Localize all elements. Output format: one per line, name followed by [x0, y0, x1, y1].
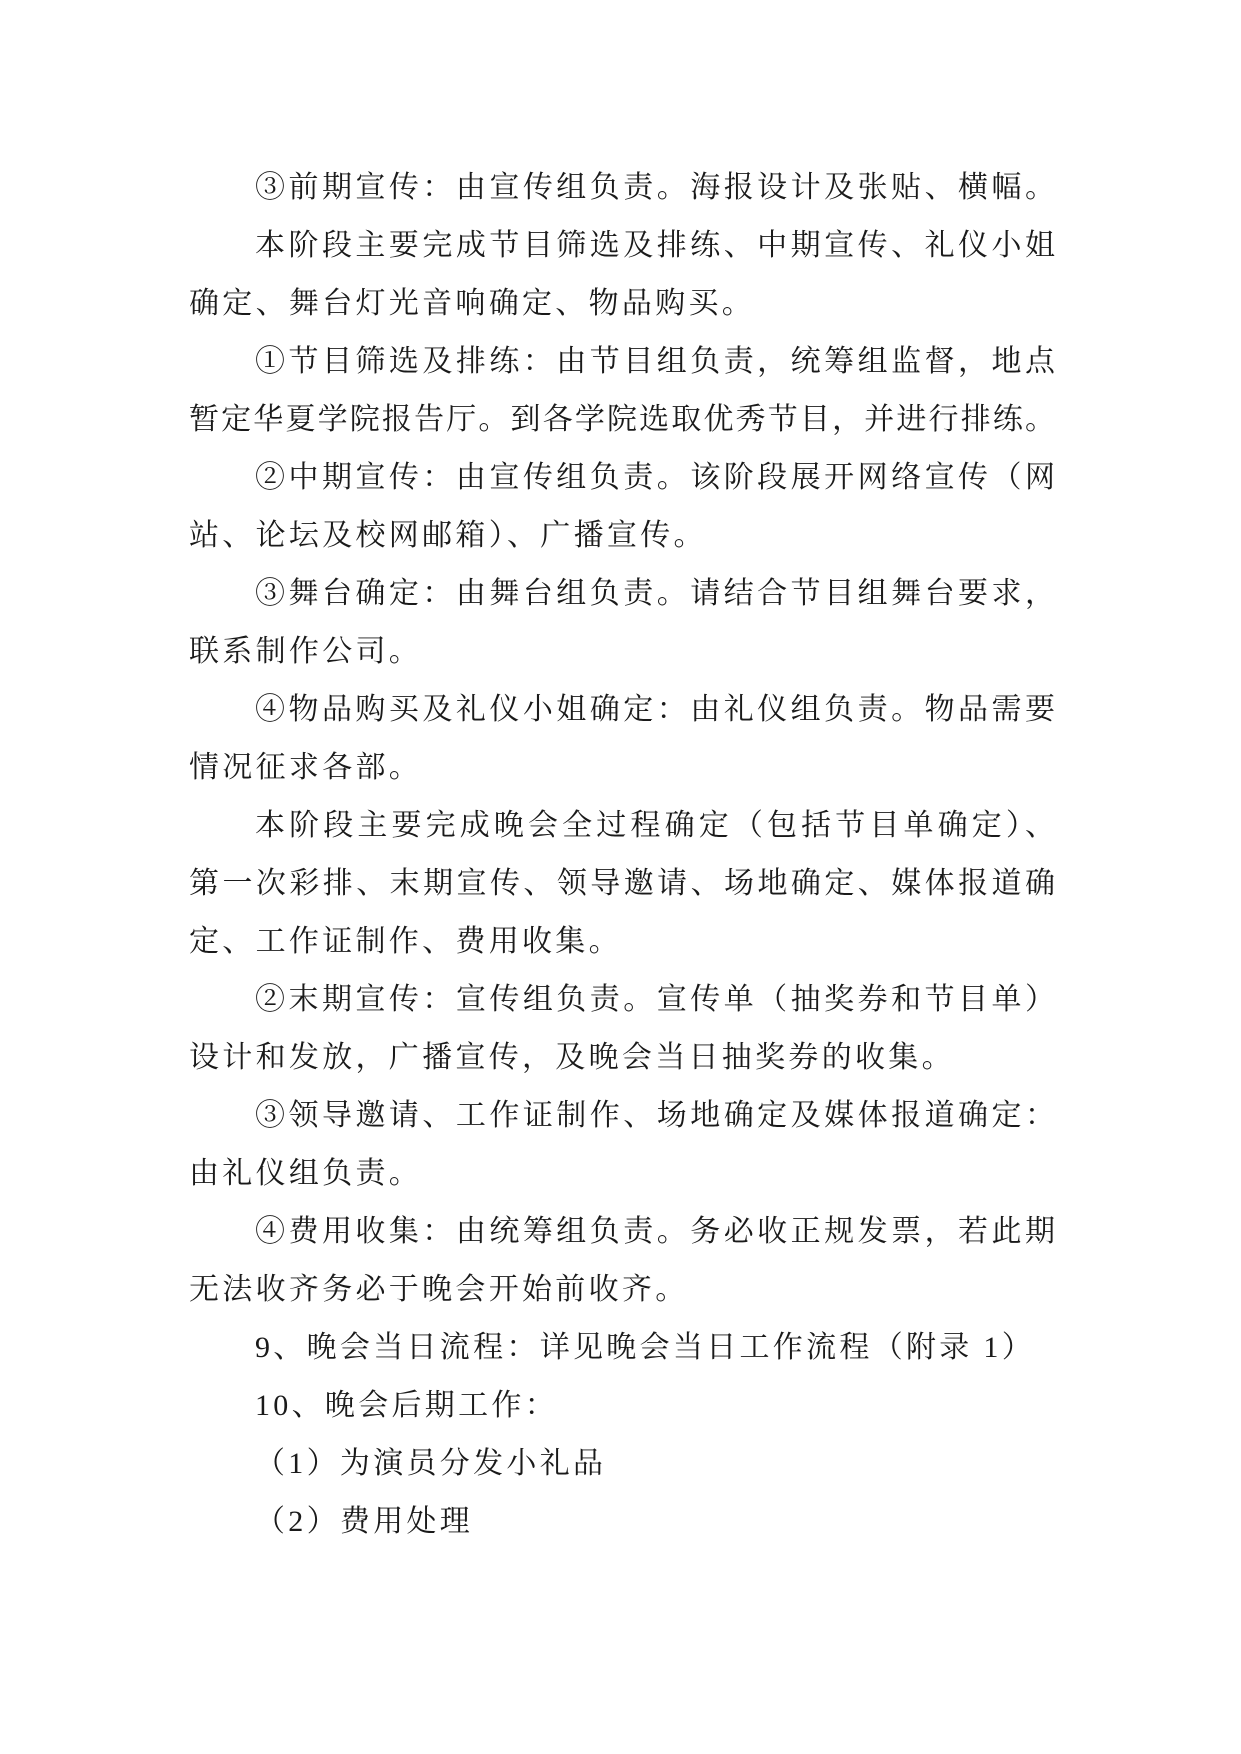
- text-line: ③舞台确定：由舞台组负责。请结合节目组舞台要求，: [255, 577, 1055, 610]
- text-line: 情况征求各部。: [189, 751, 423, 784]
- sub-item-1-gifts: [189, 1435, 1055, 1493]
- item-program-selection: [189, 333, 1055, 449]
- text-line: 站、论坛及校网邮箱）、广播宣传。: [189, 519, 707, 552]
- text-line: 9、晚会当日流程：详见晚会当日工作流程（附录 1）: [255, 1331, 1035, 1364]
- section-9-event-day-flow: [189, 1319, 1055, 1377]
- text-line: 联系制作公司。: [189, 635, 423, 668]
- item-stage-setup: [189, 565, 1055, 681]
- text-line: 设计和发放，广播宣传，及晚会当日抽奖券的收集。: [189, 1041, 955, 1074]
- document-body: [189, 159, 1055, 1551]
- text-line: 本阶段主要完成节目筛选及排练、中期宣传、礼仪小姐: [255, 229, 1055, 262]
- text-line: 本阶段主要完成晚会全过程确定（包括节目单确定）、: [255, 809, 1055, 842]
- item-final-publicity: [189, 971, 1055, 1087]
- stage-three-summary: [189, 797, 1055, 971]
- text-line: （2）费用处理: [255, 1505, 474, 1538]
- item-invitations-and-venue: [189, 1087, 1055, 1203]
- item-expense-collection: [189, 1203, 1055, 1319]
- text-line: 定、工作证制作、费用收集。: [189, 925, 622, 958]
- text-line: 由礼仪组负责。: [189, 1157, 423, 1190]
- text-line: ④费用收集：由统筹组负责。务必收正规发票，若此期: [255, 1215, 1055, 1248]
- text-line: ②末期宣传：宣传组负责。宣传单（抽奖券和节目单）: [255, 983, 1055, 1016]
- text-line: 第一次彩排、末期宣传、领导邀请、场地确定、媒体报道确: [189, 867, 1055, 900]
- text-line: 10、晚会后期工作：: [255, 1389, 558, 1422]
- text-line: 暂定华夏学院报告厅。到各学院选取优秀节目，并进行排练。: [189, 403, 1055, 436]
- text-line: ②中期宣传：由宣传组负责。该阶段展开网络宣传（网: [255, 461, 1055, 494]
- stage-two-summary: [189, 217, 1055, 333]
- item-early-publicity: [189, 159, 1055, 217]
- text-line: 无法收齐务必于晚会开始前收齐。: [189, 1273, 689, 1306]
- text-line: 确定、舞台灯光音响确定、物品购买。: [189, 287, 756, 320]
- item-mid-publicity: [189, 449, 1055, 565]
- text-line: ①节目筛选及排练：由节目组负责，统筹组监督，地点: [255, 345, 1055, 378]
- text-line: （1）为演员分发小礼品: [255, 1447, 607, 1480]
- section-10-post-event-work: [189, 1377, 1055, 1435]
- text-line: ③领导邀请、工作证制作、场地确定及媒体报道确定：: [255, 1099, 1055, 1132]
- sub-item-2-expenses: [189, 1493, 1055, 1551]
- item-purchase-and-hostesses: [189, 681, 1055, 797]
- text-line: ④物品购买及礼仪小姐确定：由礼仪组负责。物品需要: [255, 693, 1055, 726]
- text-line: ③前期宣传：由宣传组负责。海报设计及张贴、横幅。: [255, 171, 1055, 204]
